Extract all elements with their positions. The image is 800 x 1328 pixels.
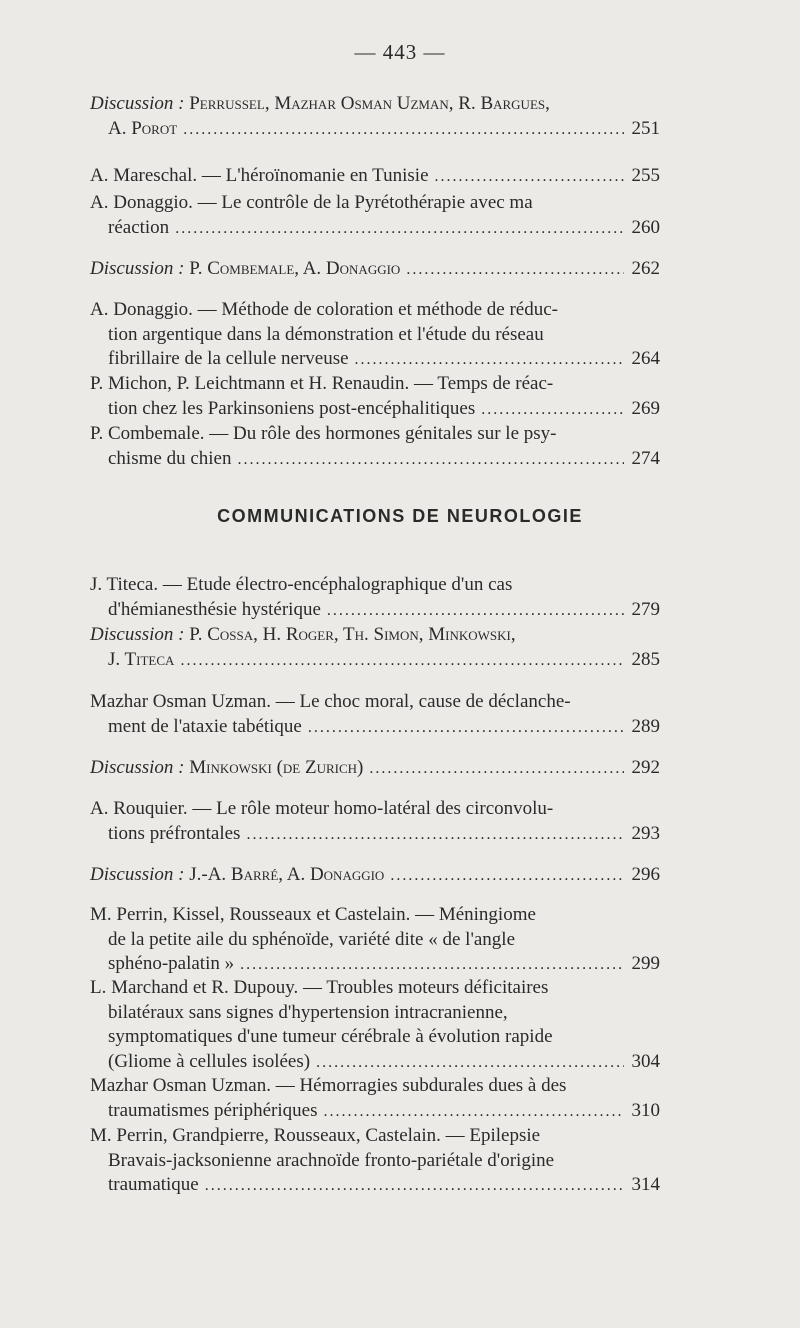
leader-dots [435, 165, 624, 190]
entry-text: tions préfrontales [108, 822, 241, 844]
entry-line-1: L. Marchand et R. Dupouy. — Troubles moteurs déficitaires [90, 977, 549, 998]
leader-dots [308, 716, 624, 741]
entry-text: d'hémianesthésie hystérique [108, 598, 321, 620]
entry-last-line [90, 952, 660, 978]
entry-last-line [90, 822, 660, 848]
page-ref: 264 [631, 348, 660, 369]
entry-last-line [90, 715, 660, 741]
entry-discussion-minkowski [90, 756, 660, 782]
entry-last-line [90, 397, 660, 423]
entry-line-1: M. Perrin, Grandpierre, Rousseaux, Castelain. — Epilepsie [90, 1125, 541, 1146]
entry-last-line [90, 598, 660, 624]
entry-line-1 [90, 623, 660, 648]
entry-last-line [90, 257, 660, 283]
leader-dots [175, 217, 623, 242]
leader-dots [323, 1100, 623, 1125]
page-ref: 260 [631, 216, 660, 238]
entry-text: (Gliome à cellules isolées) [108, 1050, 311, 1072]
page-ref: 255 [631, 165, 660, 186]
entry-last-line [90, 1099, 660, 1125]
entry-line-1: P. Combemale. — Du rôle des hormones génitales sur le psy- [90, 423, 557, 444]
leader-dots [369, 757, 623, 782]
discussion-label: Discussion : [90, 757, 185, 778]
entry-text-wrap [90, 863, 384, 888]
entry-text: sphéno-palatin » [108, 953, 235, 974]
page-ref: 251 [631, 117, 660, 139]
entry-mazhar-choc [90, 690, 660, 740]
leader-dots [316, 1051, 623, 1076]
page-ref: 293 [631, 822, 660, 844]
entry-rouquier [90, 797, 660, 847]
discussion-label: Discussion : [90, 258, 185, 279]
entry-text: fibrillaire de la cellule nerveuse [108, 348, 349, 369]
entry-mazhar-hemorragies [90, 1074, 660, 1124]
entry-text: J.-A. Barré, A. Donaggio [189, 864, 385, 885]
entry-michon [90, 372, 660, 422]
leader-dots [481, 398, 623, 423]
entry-last-line [90, 648, 660, 674]
entry-line-1: A. Donaggio. — Méthode de coloration et méthode de réduc- [90, 299, 558, 320]
entry-last-line [90, 447, 660, 473]
entry-line-1: P. Michon, P. Leichtmann et H. Renaudin. — Temps de réac- [90, 373, 554, 394]
page-ref: 292 [631, 757, 660, 778]
entry-discussion-barre [90, 863, 660, 889]
entry-last-line [90, 1050, 660, 1076]
entry-text: chisme du chien [108, 447, 232, 469]
leader-dots [355, 348, 624, 373]
leader-dots [205, 1174, 624, 1199]
entry-line-1: Mazhar Osman Uzman. — Le choc moral, cause de déclanche- [90, 691, 571, 712]
entry-donaggio-methode [90, 298, 660, 373]
leader-dots [180, 649, 623, 674]
entry-last-line [90, 863, 660, 889]
entry-last-line [90, 756, 660, 782]
entry-mareschal [90, 164, 660, 190]
entry-text: traumatismes périphériques [108, 1099, 318, 1121]
discussion-label: Discussion : [90, 864, 185, 885]
page-ref: 274 [631, 447, 660, 469]
entry-text: A. Mareschal. — L'héroïnomanie en Tunisie [90, 165, 429, 186]
entry-line-2: Bravais-jacksonienne arachnoïde fronto-pariétale d'origine [108, 1149, 555, 1171]
page-ref: 289 [631, 715, 660, 737]
entry-text: traumatique [108, 1174, 199, 1195]
entry-last-line [90, 1173, 660, 1199]
page-ref: 262 [631, 258, 660, 279]
entry-donaggio-pyretotherapie [90, 191, 660, 241]
entry-discussion-perrussel [90, 92, 660, 142]
entry-line-1: A. Donaggio. — Le contrôle de la Pyrétothérapie avec ma [90, 192, 533, 213]
entry-discussion-combemale [90, 257, 660, 283]
entry-line-2: tion argentique dans la démonstration et l'étude du réseau [108, 323, 544, 345]
entry-line-1: A. Rouquier. — Le rôle moteur homo-latéral des circonvolu- [90, 798, 554, 819]
entry-last-line [90, 164, 660, 190]
leader-dots [390, 864, 623, 889]
entry-line-1 [90, 92, 660, 117]
leader-dots [246, 823, 623, 848]
entry-authors: P. Cossa, H. Roger, Th. Simon, Minkowski, [189, 624, 516, 645]
entry-last-line [90, 216, 660, 242]
entry-discussion-cossa [90, 623, 660, 673]
discussion-label: Discussion : [90, 93, 185, 114]
entry-line-3: symptomatiques d'une tumeur cérébrale à évolution rapide [108, 1026, 553, 1047]
entry-text: réaction [108, 216, 170, 238]
page-ref: 304 [631, 1050, 660, 1072]
entry-line-2: de la petite aile du sphénoïde, variété dite « de l'angle [108, 928, 516, 950]
leader-dots [406, 258, 623, 283]
entry-last-line [90, 117, 660, 143]
entry-text-wrap [90, 756, 363, 781]
page-number: — 443 — [354, 40, 446, 64]
entry-titeca [90, 573, 660, 623]
entry-text: ment de l'ataxie tabétique [108, 715, 302, 737]
entry-text: P. Combemale, A. Donaggio [189, 258, 401, 279]
leader-dots [327, 599, 624, 624]
entry-authors: Perrussel, Mazhar Osman Uzman, R. Bargues, [189, 93, 550, 114]
entry-text: Minkowski (de Zurich) [189, 757, 364, 778]
leader-dots [237, 448, 623, 473]
page-ref: 296 [631, 864, 660, 885]
section-heading: COMMUNICATIONS DE NEUROLOGIE [217, 506, 583, 526]
discussion-label: Discussion : [90, 624, 185, 645]
entry-perrin-meningiome [90, 903, 660, 978]
entry-perrin-epilepsie [90, 1124, 660, 1199]
entry-line-1: J. Titeca. — Etude électro-encéphalographique d'un cas [90, 574, 513, 595]
entry-line-1: Mazhar Osman Uzman. — Hémorragies subdurales dues à des [90, 1075, 567, 1096]
entry-marchand [90, 976, 660, 1075]
leader-dots [240, 953, 623, 978]
entry-text: tion chez les Parkinsoniens post-encéphalitiques [108, 397, 476, 419]
page-ref: 310 [631, 1099, 660, 1121]
entry-last-line [90, 347, 660, 373]
entry-text: A. Porot [108, 117, 178, 139]
entry-text: J. Titeca [108, 648, 175, 670]
page-ref: 299 [631, 953, 660, 974]
entry-line-2: bilatéraux sans signes d'hypertension intracranienne, [108, 1001, 508, 1023]
page-ref: 314 [631, 1174, 660, 1195]
leader-dots [183, 118, 623, 143]
entry-text-wrap [90, 257, 400, 282]
page-ref: 269 [631, 397, 660, 419]
page-ref: 279 [631, 598, 660, 620]
page-ref: 285 [631, 648, 660, 670]
entry-line-1: M. Perrin, Kissel, Rousseaux et Castelain. — Méningiome [90, 904, 536, 925]
entry-combemale-hormones [90, 422, 660, 472]
